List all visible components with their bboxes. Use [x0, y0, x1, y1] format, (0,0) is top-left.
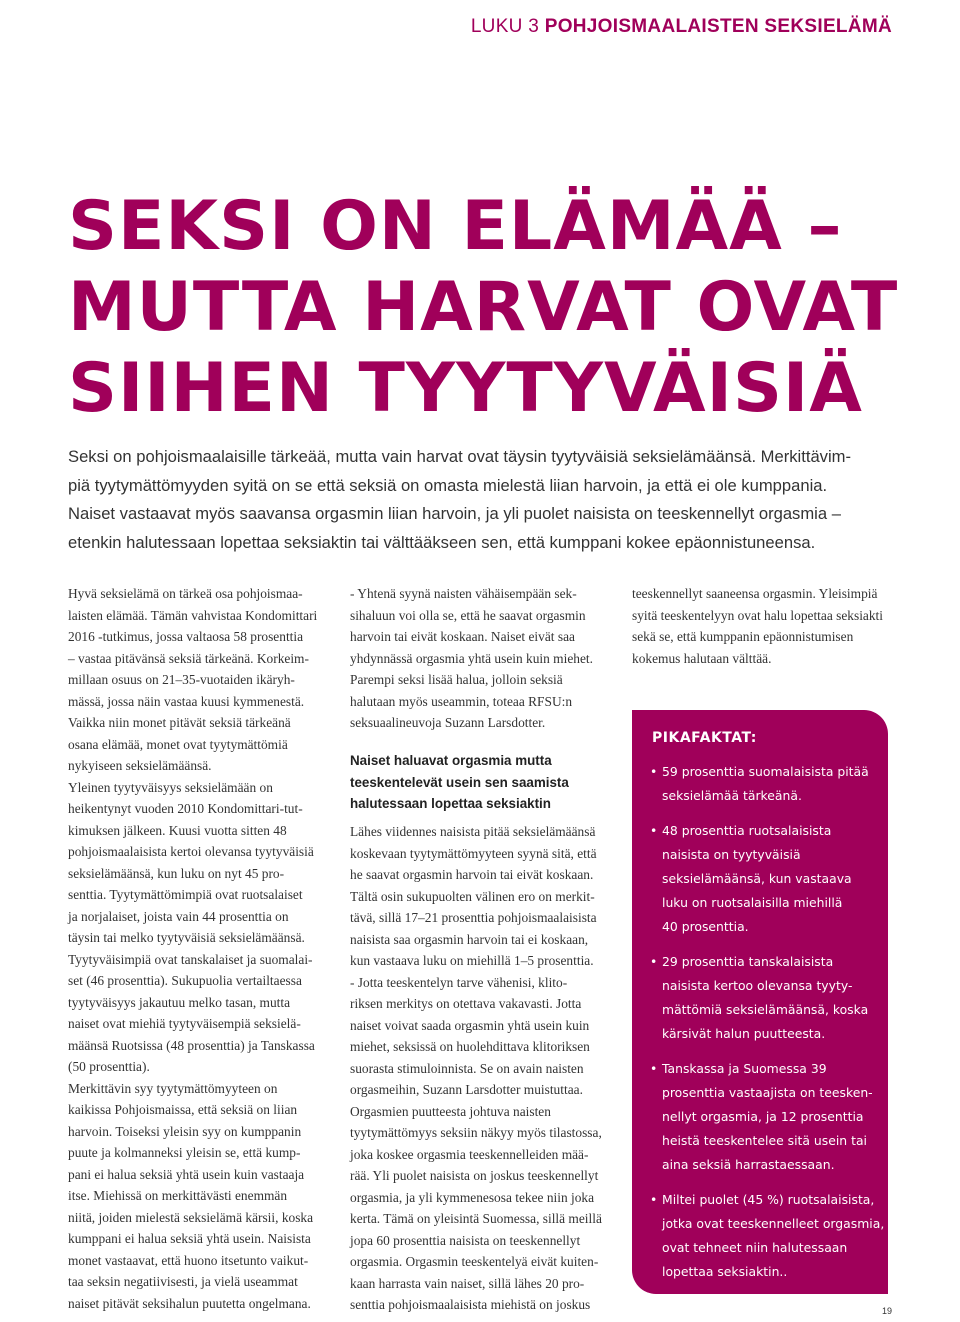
subheading-line: Naiset haluavat orgasmia mutta	[350, 753, 552, 768]
body-text-line: seksielämäänsä, kun luku on nyt 45 pro-	[68, 865, 285, 881]
body-text-line: syitä teeskentelyyn ovat halu lopettaa seksiakti	[632, 607, 884, 623]
body-text-line: (50 prosenttia).	[68, 1059, 150, 1074]
body-text-line: kokemus halutaan välttää.	[632, 650, 772, 666]
body-text-line: sihaluun voi olla se, että he saavat orgasmin	[350, 607, 586, 623]
lead-line: etenkin halutessaan lopettaa seksiaktin tai välttääkseen sen, että kumppani kokee epäonnistuneensa.	[68, 532, 816, 552]
quick-fact-line: luku on ruotsalaisilla miehillä	[662, 895, 843, 910]
body-text-line: senttia pohjoismaalaisista miehistä on joskus	[350, 1297, 591, 1312]
body-text-line: miehet, seksissä on huolehdittava klitoriksen	[350, 1039, 590, 1054]
body-column-1	[68, 583, 333, 1314]
body-text-line: Orgasmien puutteesta johtuva naisten	[350, 1103, 551, 1119]
body-text-line: kaan harrasta vain naiset, sillä lähes 20 pro-	[350, 1275, 585, 1291]
body-text-line: Parempi seksi lisää halua, jolloin seksiä	[350, 672, 563, 687]
body-text-line: Tyytyväisimpiä ovat tanskalaiset ja suomalai-	[68, 951, 313, 967]
body-text-line: taa seksin negatiivisesti, ja vielä useammat	[68, 1274, 298, 1289]
body-text-line: kerta. Tämä on yleisintä Suomessa, sillä meillä	[350, 1211, 602, 1226]
quick-fact-line: • 29 prosenttia tanskalaisista	[662, 954, 834, 969]
body-text-line: harvoin tai eivät koskaan. Naiset eivät saa	[350, 629, 575, 644]
body-text-line: orgasmia, ja yli kymmenesosa tekee niin joka	[350, 1189, 595, 1205]
body-text-line: määnsä Ruotsissa (48 prosenttia) ja Tanskassa	[68, 1037, 315, 1053]
chapter-number: LUKU 3	[470, 16, 545, 37]
quick-fact-line: heistä teeskentelee sitä usein tai	[662, 1133, 867, 1148]
body-text-line: - Yhtenä syynä naisten vähäisempään sek-	[350, 586, 577, 601]
body-text-line: pani ei halua seksiä yhtä usein kuin vastaaja	[68, 1166, 305, 1182]
body-column-3	[632, 583, 902, 669]
body-text-line: Hyvä seksielämä on tärkeä osa pohjoismaa-	[68, 586, 303, 601]
body-text-line: osana elämää, monet ovat tyytymättömiä	[68, 736, 288, 752]
body-text-line: kun vastaava luku on miehillä 1–5 prosenttia.	[350, 953, 594, 968]
lead-line: Naiset vastaavat myös saavansa orgasmin liian harvoin, ja yli puolet naisista on teeskennellyt orgasmia –	[68, 504, 841, 523]
body-text-line: Vaikka niin monet pitävät seksiä tärkeänä	[68, 715, 291, 730]
quick-fact-item	[650, 760, 880, 808]
body-text-line: Merkittävin syy tyytymättömyyteen on	[68, 1080, 278, 1096]
quick-fact-line: lopettaa seksiaktin..	[662, 1264, 788, 1279]
body-text-line: kaikissa Pohjoismaissa, että seksiä on liian	[68, 1102, 298, 1117]
body-text-line: heikentynyt vuoden 2010 Kondomittari-tut-	[68, 801, 303, 816]
body-text-line: halutaan myös useammin, toteaa RFSU:n	[350, 693, 573, 709]
body-text-line: – vastaa pitävänsä seksiä tärkeänä. Korkeim-	[68, 650, 309, 666]
quick-fact-item	[650, 819, 880, 939]
column-2-subheading	[350, 750, 615, 815]
body-text-line: suorasta stimuloinnista. Se on avain naisten	[350, 1060, 584, 1076]
body-text-line: - Jotta teeskentelyn tarve vähenisi, klito-	[350, 974, 568, 990]
subheading-line: halutessaan lopettaa seksiaktin	[350, 796, 551, 811]
title-line: SIIHEN TYYTYVÄISIÄ	[68, 349, 863, 428]
body-text-line: niitä, joiden mielestä seksielämä kärsii, koska	[68, 1209, 314, 1225]
quick-fact-line: naisista kertoo olevansa tyyty-	[662, 978, 853, 993]
quick-fact-line: • 48 prosenttia ruotsalaisista	[662, 823, 832, 838]
body-text-line: he saavat orgasmin harvoin tai eivät koskaan.	[350, 867, 594, 882]
body-text-line: millaan osuus on 21–35-vuotaiden ikäryh-	[68, 672, 295, 687]
body-text-line: nykyiseen seksielämäänsä.	[68, 758, 212, 773]
lead-paragraph	[68, 443, 898, 557]
quick-facts-title: PIKAFAKTAT:	[652, 730, 757, 746]
body-text-line: joka koskee orgasmia teeskennelleiden mää-	[350, 1146, 589, 1162]
body-text-line: kumppani ei halua seksiä yhtä usein. Naisista	[68, 1231, 311, 1246]
body-text-line: mässä, jossa näin vastaa kuusi kymmenestä.	[68, 693, 305, 709]
title-line: MUTTA HARVAT OVAT	[68, 268, 899, 347]
quick-facts-list	[650, 760, 885, 1295]
body-text-line: laisten elämää. Tämän vahvistaa Kondomittari	[68, 607, 318, 623]
quick-fact-line: seksielämää tärkeänä.	[662, 788, 802, 803]
quick-fact-item	[650, 1057, 880, 1177]
body-text-line: monet vastaavat, että huono itsetunto vaikut-	[68, 1252, 309, 1268]
body-text-line: itse. Miehissä on merkittävästi enemmän	[68, 1188, 288, 1203]
body-text-line: ja norjalaiset, joista vain 44 prosenttia on	[68, 908, 289, 924]
quick-fact-line: naisista on tyytyväisiä	[662, 847, 801, 862]
body-text-line: naiset pitävät seksihalun puutetta ongelmana.	[68, 1295, 311, 1311]
body-text-line: täysin tai melko tyytyväisiä seksielämäänsä.	[68, 930, 305, 945]
quick-fact-line: kärsivät halun puutteesta.	[662, 1026, 826, 1041]
body-text-line: yhdynnässä orgasmia yhtä usein kuin miehet.	[350, 650, 593, 666]
body-text-line: orgasmia. Orgasmin teeskentelyä eivät kuiten-	[350, 1254, 599, 1269]
body-text-line: tyytymättömyys seksiin näkyy myös tilastossa,	[350, 1125, 602, 1140]
chapter-title: POHJOISMAALAISTEN SEKSIELÄMÄ	[544, 16, 892, 37]
body-text-line: koskevaan tyytymättömyyteen syynä sitä, että	[350, 845, 597, 861]
quick-fact-line: mättömiä seksielämäänsä, koska	[662, 1002, 869, 1017]
quick-fact-line: • Tanskassa ja Suomessa 39	[662, 1061, 827, 1076]
body-text-line: rää. Yli puolet naisista on joskus teeskennellyt	[350, 1168, 599, 1183]
body-text-line: 2016 -tutkimus, jossa valtaosa 58 prosenttia	[68, 629, 304, 644]
body-text-line: kimuksen jälkeen. Kuusi vuotta sitten 48	[68, 822, 287, 838]
article-title	[68, 186, 928, 429]
body-text-line: sekä se, että kumppanin epäonnistumisen	[632, 629, 854, 644]
body-text-line: Yleinen tyytyväisyys seksielämään on	[68, 779, 273, 795]
quick-fact-line: 40 prosenttia.	[662, 919, 749, 934]
quick-facts-box	[632, 710, 888, 1294]
quick-fact-line: nellyt orgasmia, ja 12 prosenttia	[662, 1109, 864, 1124]
body-text-line: naisista saa orgasmin harvoin tai ei koskaan,	[350, 931, 589, 947]
body-text-line: orgasmeihin, Suzann Larsdotter muistuttaa.	[350, 1082, 583, 1097]
page-number: 19	[881, 1306, 892, 1316]
body-text-line: naiset ovat miehiä tyytyväisempiä seksielä-	[68, 1016, 301, 1031]
lead-line: piä tyytymättömyyden syitä on se että seksiä on omasta mielestä liian harvoin, ja että ei ole kumppania.	[68, 475, 828, 495]
lead-line: Seksi on pohjoismaalaisille tärkeää, mutta vain harvat ovat täysin tyytyväisiä seksielämäänsä. Merkittävim-	[68, 447, 852, 466]
body-text-line: tyytyväisyys jakautuu melko tasan, mutta	[68, 994, 291, 1010]
body-text-line: seksuaalineuvoja Suzann Larsdotter.	[350, 715, 546, 730]
chapter-header	[471, 16, 892, 38]
title-line: SEKSI ON ELÄMÄÄ –	[68, 187, 843, 266]
subheading-line: teeskentelevät usein sen saamista	[350, 774, 569, 790]
quick-fact-item	[650, 1188, 885, 1284]
body-text-line: pohjoismaalaisista kertoi olevansa tyytyväisiä	[68, 844, 314, 859]
quick-fact-line: prosenttia vastaajista on teesken-	[662, 1085, 873, 1100]
quick-fact-item	[650, 950, 880, 1046]
body-text-line: puute ja kolmanneksi yleisin se, että kump-	[68, 1145, 301, 1160]
body-text-line: Lähes viidennes naisista pitää seksielämäänsä	[350, 824, 596, 839]
body-column-2-bottom	[350, 821, 615, 1316]
body-text-line: riksen merkitys on otettava vakavasti. Jotta	[350, 996, 582, 1011]
body-text-line: Tältä osin sukupuolten välinen ero on merkit-	[350, 888, 595, 904]
body-text-line: set (46 prosenttia). Sukupuolia vertailtaessa	[68, 973, 302, 988]
body-text-line: naiset voivat saada orgasmin yhtä usein kuin	[350, 1017, 590, 1033]
quick-fact-line: ovat tehneet niin halutessaan	[662, 1240, 848, 1255]
body-column-2-top	[350, 583, 615, 734]
quick-fact-line: • 59 prosenttia suomalaisista pitää	[662, 764, 869, 779]
quick-fact-line: seksielämäänsä, kun vastaava	[662, 871, 852, 886]
body-text-line: harvoin. Toiseksi yleisin syy on kumppanin	[68, 1123, 302, 1139]
body-text-line: teeskennellyt saaneensa orgasmin. Yleisimpiä	[632, 586, 878, 601]
quick-fact-line: • Miltei puolet (45 %) ruotsalaisista,	[662, 1192, 875, 1207]
quick-fact-line: jotka ovat teeskennelleet orgasmia,	[662, 1216, 885, 1231]
body-text-line: senttia. Tyytymättömimpiä ovat ruotsalaiset	[68, 887, 303, 902]
quick-fact-line: aina seksiä harrastaessaan.	[662, 1157, 835, 1172]
body-text-line: jopa 60 prosenttia naisista on teeskennellyt	[350, 1232, 581, 1248]
body-text-line: tävä, sillä 17–21 prosenttia pohjoismaalaisista	[350, 910, 597, 925]
